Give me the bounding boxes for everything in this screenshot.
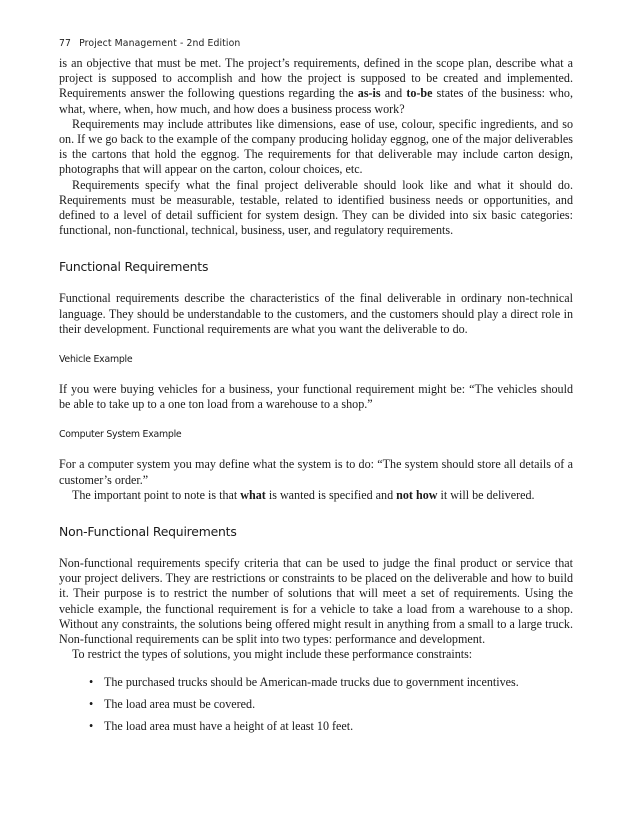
list-item: • The load area must have a height of at least 10 feet. [89, 719, 354, 734]
non-functional-paragraph: Non-functional requirements specify criteria that can be used to judge the final product or service that your project delivers. They are restrictions or constraints to be placed on the deliverable and how to build it. Their purpose is to restrict the number of solutions that will meet a set of requirements. Using the vehicle example, the functional requirement is for a vehicle to take a load from a warehouse to a shop. Without any constraints, the solutions being offered might result in anything from a small to a large truck. Non-functional requirements can be split into two types: performance and development. [59, 556, 573, 647]
not-how-term: not how [396, 487, 438, 502]
performance-constraints-list [59, 675, 573, 734]
page-number: 77 [59, 38, 72, 49]
performance-constraints-intro: To restrict the types of solutions, you might include these performance constraints: [72, 647, 473, 662]
vehicle-example-heading: Vehicle Example [59, 354, 133, 366]
list-item: • The load area must be covered. [89, 697, 256, 712]
bullet-icon: • [89, 719, 94, 734]
intro-paragraph-2: Requirements may include attributes like dimensions, ease of use, colour, specific ingredients, and so on. If we go back to the example of the company producing holiday eggnog, one of the major deliverables is the cartons that hold the eggnog. The requirements for that deliverable may include carton design, photographs that will appear on the carton, colour choices, etc. [59, 116, 573, 177]
running-header [59, 38, 573, 49]
intro-paragraph-1: is an objective that must be met. The project’s requirements, defined in the scope plan, describe what a project is supposed to accomplish and how the project is supposed to be created and implemented. Requirements answer the following questions regarding the as-is and to-be states of the business: who, what, where, when, how much, and how does a business process work? [59, 56, 573, 116]
computer-system-example-text: For a computer system you may define what the system is to do: “The system should store all details of a customer’s order.” [59, 457, 573, 487]
book-title: Project Management - 2nd Edition [79, 38, 241, 49]
bullet-icon: • [89, 675, 94, 690]
functional-requirements-heading: Functional Requirements [59, 259, 209, 275]
bullet-icon: • [89, 697, 94, 712]
computer-system-example-heading: Computer System Example [59, 429, 182, 441]
functional-paragraph: Functional requirements describe the characteristics of the final deliverable in ordinary non-technical language. They should be understandable to the customers, and the customers should play a direct role in their development. Functional requirements are what you want the deliverable to do. [59, 291, 573, 336]
to-be-term: to-be [406, 86, 433, 101]
what-term: what [240, 487, 266, 502]
as-is-term: as-is [357, 86, 381, 101]
non-functional-requirements-heading: Non-Functional Requirements [59, 524, 237, 540]
intro-paragraph-3: Requirements specify what the final project deliverable should look like and what it should do. Requirements must be measurable, testable, related to identified business needs or opportunities, and defined to a level of detail sufficient for system design. They can be divided into six basic categories: functional, non-functional, technical, business, user, and regulatory requirements. [59, 177, 573, 238]
vehicle-example-text: If you were buying vehicles for a business, your functional requirement might be: “The vehicles should be able to take up to a one ton load from a warehouse to a shop.” [59, 382, 573, 412]
list-item: • The purchased trucks should be American-made trucks due to government incentives. [89, 675, 519, 690]
important-point-paragraph: The important point to note is that what is wanted is specified and not how it will be delivered. [72, 487, 535, 502]
